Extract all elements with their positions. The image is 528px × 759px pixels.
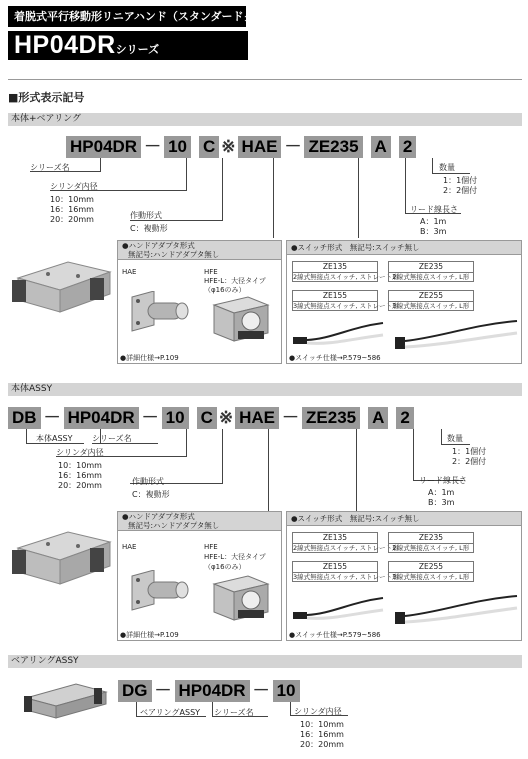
switch-cable-image [291, 319, 519, 353]
leader-line [222, 429, 223, 483]
section-heading: ■形式表示記号 [8, 91, 85, 104]
hand-adapter-title: ●ハンドアダプタ形式 [122, 512, 195, 521]
switch-desc: 3線式無接点スイッチ, ストレート形 [293, 573, 399, 581]
label-bore-16: 16：16mm [300, 730, 344, 739]
label-lead-a: A：1m [428, 488, 455, 497]
label-qty-2: 2：2個付 [452, 457, 487, 466]
hfe-adapter-image [208, 295, 274, 345]
switch-desc: 2線式無接点スイッチ, ストレート形 [293, 544, 399, 552]
switch-panel [286, 511, 522, 641]
label-series: シリーズ名 [214, 708, 254, 717]
switch-name: ZE155 [293, 291, 377, 302]
hand-adapter-footer: ●詳細仕様→P.109 [120, 354, 179, 362]
switch-ze255 [388, 290, 474, 311]
label-bore-20: 20：20mm [50, 215, 94, 224]
code-dash: － [141, 408, 159, 427]
title-main: HP04DR [14, 31, 116, 59]
code-switch: ZE235 [304, 136, 362, 158]
code-qty: 2 [396, 407, 413, 429]
code-bore: 10 [162, 407, 189, 429]
label-assy: 本体ASSY [36, 434, 73, 443]
switch-desc: 3線式無接点スイッチ, ストレート形 [293, 302, 399, 310]
section-bar-body-bearing: 本体+ベアリング [8, 113, 522, 126]
code-prefix: DG [118, 680, 152, 702]
label-bore-title: シリンダ内径 [50, 182, 98, 191]
label-series: シリーズ名 [30, 163, 70, 172]
switch-ze235 [388, 532, 474, 553]
hand-adapter-header [118, 241, 281, 260]
label-lead-b: B：3m [428, 498, 455, 507]
code-dash: － [252, 681, 270, 700]
code-series: HP04DR [175, 680, 250, 702]
hfe-note: （φ16のみ） [204, 286, 246, 294]
section-bar-bearing-assy: ベアリングASSY [8, 655, 522, 668]
leader-line [136, 702, 137, 716]
label-action-title: 作動形式 [130, 211, 162, 220]
code-dash: － [154, 681, 172, 700]
switch-panel-header: ●スイッチ形式 無記号:スイッチ無し [287, 241, 521, 255]
leader-line [290, 702, 291, 715]
switch-panel-footer: ●スイッチ仕様→P.579~586 [289, 631, 381, 639]
code-lead: A [368, 407, 388, 429]
code-dash: － [284, 137, 302, 156]
code-dash: － [144, 137, 162, 156]
leader-line [356, 429, 357, 511]
code-switch: ZE235 [302, 407, 360, 429]
code-action: C [199, 136, 219, 158]
switch-name: ZE135 [293, 533, 377, 544]
leader-line [268, 429, 269, 511]
leader-line [186, 158, 187, 190]
label-qty-title: 数量 [439, 163, 455, 172]
switch-desc: 3線式無接点スイッチ, L形 [392, 573, 470, 581]
switch-desc: 3線式無接点スイッチ, L形 [392, 302, 470, 310]
leader-line [100, 158, 101, 171]
hae-label: HAE [122, 543, 137, 551]
product-image-bearing [20, 672, 110, 722]
code-bore: 10 [273, 680, 300, 702]
leader-line [432, 173, 470, 174]
code-prefix: DB [8, 407, 41, 429]
switch-name: ZE255 [389, 562, 473, 573]
code-action: C [197, 407, 217, 429]
category-banner: 着脱式平行移動形リニアハンド（スタンダードタイプ） [8, 6, 246, 27]
switch-name: ZE155 [293, 562, 377, 573]
product-image-body [8, 250, 114, 320]
page-title [8, 31, 248, 60]
hand-adapter-footer: ●詳細仕様→P.109 [120, 631, 179, 639]
hfe-l-label: HFE-L：大径タイプ [204, 553, 266, 561]
label-qty-2: 2：2個付 [443, 186, 478, 195]
hand-adapter-subtitle: 無記号:ハンドアダプタ無し [128, 520, 220, 530]
leader-line [212, 702, 213, 716]
label-bore-10: 10：10mm [50, 195, 94, 204]
model-code-body-assy [8, 407, 414, 429]
code-series: HP04DR [64, 407, 139, 429]
hfe-label: HFE [204, 543, 218, 551]
hfe-adapter-image [208, 574, 274, 624]
label-lead-a: A：1m [420, 217, 447, 226]
switch-name: ZE135 [293, 262, 377, 273]
switch-desc: 2線式無接点スイッチ, ストレート形 [293, 273, 399, 281]
label-qty-title: 数量 [447, 434, 463, 443]
switch-desc: 2線式無接点スイッチ, L形 [392, 273, 470, 281]
switch-ze155 [292, 290, 399, 311]
label-bore-20: 20：20mm [58, 481, 102, 490]
leader-line [441, 429, 442, 444]
code-lead: A [371, 136, 391, 158]
hae-label: HAE [122, 268, 137, 276]
code-asterisk: ※ [221, 137, 236, 156]
label-lead-title: リード線長さ [419, 476, 467, 485]
leader-line [186, 429, 187, 456]
hfe-label: HFE [204, 268, 218, 276]
label-series: シリーズ名 [92, 434, 132, 443]
hand-adapter-header [118, 512, 281, 531]
switch-ze255 [388, 561, 474, 582]
label-bore-title: シリンダ内径 [294, 707, 342, 716]
switch-ze235 [388, 261, 474, 282]
switch-panel-header: ●スイッチ形式 無記号:スイッチ無し [287, 512, 521, 526]
code-adapter: HAE [238, 136, 282, 158]
code-qty: 2 [399, 136, 416, 158]
code-asterisk: ※ [218, 408, 234, 427]
leader-line [413, 429, 414, 480]
label-bearing-assy: ベアリングASSY [140, 708, 201, 717]
leader-line [222, 158, 223, 220]
label-qty-1: 1：1個付 [452, 447, 487, 456]
switch-desc: 2線式無接点スイッチ, L形 [392, 544, 470, 552]
section-bar-body-assy: 本体ASSY [8, 383, 522, 396]
hfe-l-label: HFE-L：大径タイプ [204, 277, 266, 285]
leader-line [358, 158, 359, 238]
code-adapter: HAE [235, 407, 279, 429]
hand-adapter-panel [117, 240, 282, 364]
code-dash: － [282, 408, 300, 427]
product-image-body-assy [8, 520, 114, 594]
model-code-bearing-assy [118, 680, 300, 702]
label-bore-16: 16：16mm [58, 471, 102, 480]
leader-line [432, 158, 433, 173]
switch-name: ZE235 [389, 533, 473, 544]
header-divider [8, 79, 522, 80]
code-series: HP04DR [66, 136, 141, 158]
code-dash: － [43, 408, 61, 427]
label-bore-16: 16：16mm [50, 205, 94, 214]
hand-adapter-title: ●ハンドアダプタ形式 [122, 241, 195, 250]
label-action-title: 作動形式 [132, 477, 164, 486]
label-action-value: C：複動形 [130, 224, 168, 233]
label-qty-1: 1：1個付 [443, 176, 478, 185]
hae-adapter-image [124, 291, 196, 343]
model-code-body-bearing [66, 136, 416, 158]
leader-line [441, 444, 470, 445]
switch-panel [286, 240, 522, 364]
label-bore-10: 10：10mm [300, 720, 344, 729]
label-bore-20: 20：20mm [300, 740, 344, 749]
switch-cable-image [291, 592, 519, 628]
label-bore-10: 10：10mm [58, 461, 102, 470]
hfe-note: （φ16のみ） [204, 563, 246, 571]
label-lead-b: B：3m [420, 227, 447, 236]
switch-name: ZE235 [389, 262, 473, 273]
switch-ze135 [292, 532, 399, 553]
leader-line [405, 158, 406, 213]
hae-adapter-image [124, 570, 196, 622]
hand-adapter-subtitle: 無記号:ハンドアダプタ無し [128, 249, 220, 259]
title-suffix: シリーズ [115, 43, 160, 56]
label-bore-title: シリンダ内径 [56, 448, 104, 457]
leader-line [273, 158, 274, 238]
switch-ze135 [292, 261, 399, 282]
label-action-value: C：複動形 [132, 490, 170, 499]
label-lead-title: リード線長さ [410, 205, 458, 214]
hand-adapter-panel [117, 511, 282, 641]
leader-line [26, 429, 27, 443]
switch-panel-footer: ●スイッチ仕様→P.579~586 [289, 354, 381, 362]
code-bore: 10 [164, 136, 191, 158]
switch-name: ZE255 [389, 291, 473, 302]
switch-ze155 [292, 561, 399, 582]
